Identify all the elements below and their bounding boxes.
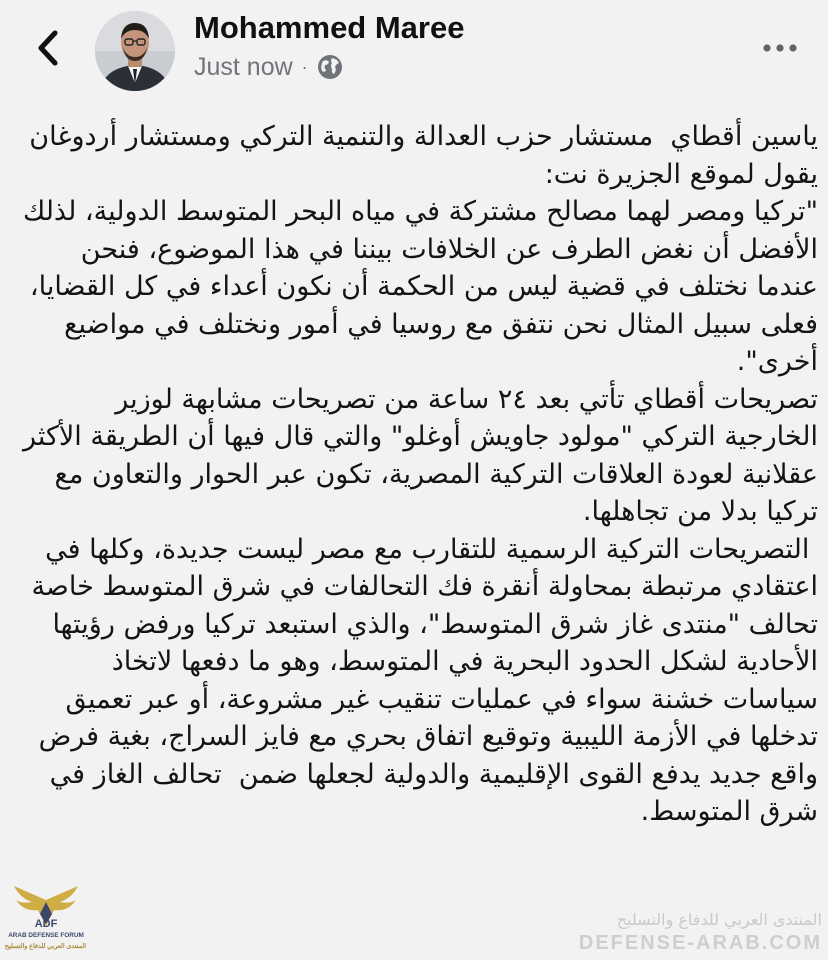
- watermark-site: DEFENSE-ARAB.COM: [578, 932, 822, 954]
- meta-separator: ·: [301, 56, 308, 77]
- more-options-button[interactable]: [758, 36, 802, 60]
- post-paragraph: ياسين أقطاي مستشار حزب العدالة والتنمية التركي ومستشار أردوغان يقول لموقع الجزيرة نت:: [20, 121, 818, 190]
- watermark-right: [566, 880, 828, 960]
- avatar[interactable]: [95, 11, 175, 91]
- author-name[interactable]: Mohammed Maree: [194, 10, 465, 45]
- post-paragraph: التصريحات التركية الرسمية للتقارب مع مصر ليست جديدة، وكلها في اعتقادي مرتبطة بمحاولة أنقرة فك التحالفات في شرق المتوسط خاصة تحالف "منتدى غاز شرق المتوسط"، والذي استبعد تركيا ورفض رؤيتها الأحادية لشكل الحدود البحرية في المتوسط، وهو ما دفعها لاتخاذ سياسات خشنة سواء في عمليات تنقيب غير مشروعة، أو عبر تعميق تدخلها في الأزمة الليبية وتوقيع اتفاق بحري مع فايز السراج، بغية فرض واقع جديد يدفع القوى الإقليمية والدولية لجعلها ضمن تحالف الغاز في شرق المتوسط.: [22, 533, 818, 827]
- profile-photo: [95, 11, 175, 91]
- post-timestamp[interactable]: Just now: [194, 52, 293, 81]
- watermark-label-ar: المنتدى العربي للدفاع والتسليح: [4, 943, 86, 950]
- watermark-logo-text: ADF: [34, 918, 58, 930]
- globe-icon[interactable]: [317, 54, 343, 80]
- watermark-label: ARAB DEFENSE FORUM: [8, 932, 84, 939]
- post-header: [0, 0, 828, 100]
- post-meta: [194, 50, 343, 84]
- chevron-left-icon: [37, 30, 59, 66]
- watermark-label-ar: المنتدى العربي للدفاع والتسليح: [616, 910, 822, 929]
- watermark-logo-left: [6, 880, 86, 960]
- post-paragraph: تصريحات أقطاي تأتي بعد ٢٤ ساعة من تصريحات مشابهة لوزير الخارجية التركي "مولود جاويش أوغلو" والتي قال فيها أن الطريقة الأكثر عقلانية لعودة العلاقات التركية المصرية، تكون عبر الحوار والتعاون مع تركيا بدلا من تجاهلها.: [14, 383, 818, 527]
- post-text: [14, 118, 818, 831]
- back-button[interactable]: [30, 26, 66, 70]
- post-paragraph: "تركيا ومصر لهما مصالح مشتركة في مياه البحر المتوسط الدولية، لذلك الأفضل أن نغض الطرف عن الخلافات بيننا في هذا الموضوع، فنحن عندما نختلف في قضية ليس من الحكمة أن نكون أعداء في كل القضايا، فعلى سبيل المثال نحن نتفق مع روسيا في أمور ونختلف في مواضيع أخرى".: [14, 196, 818, 377]
- more-horizontal-icon: [762, 43, 798, 53]
